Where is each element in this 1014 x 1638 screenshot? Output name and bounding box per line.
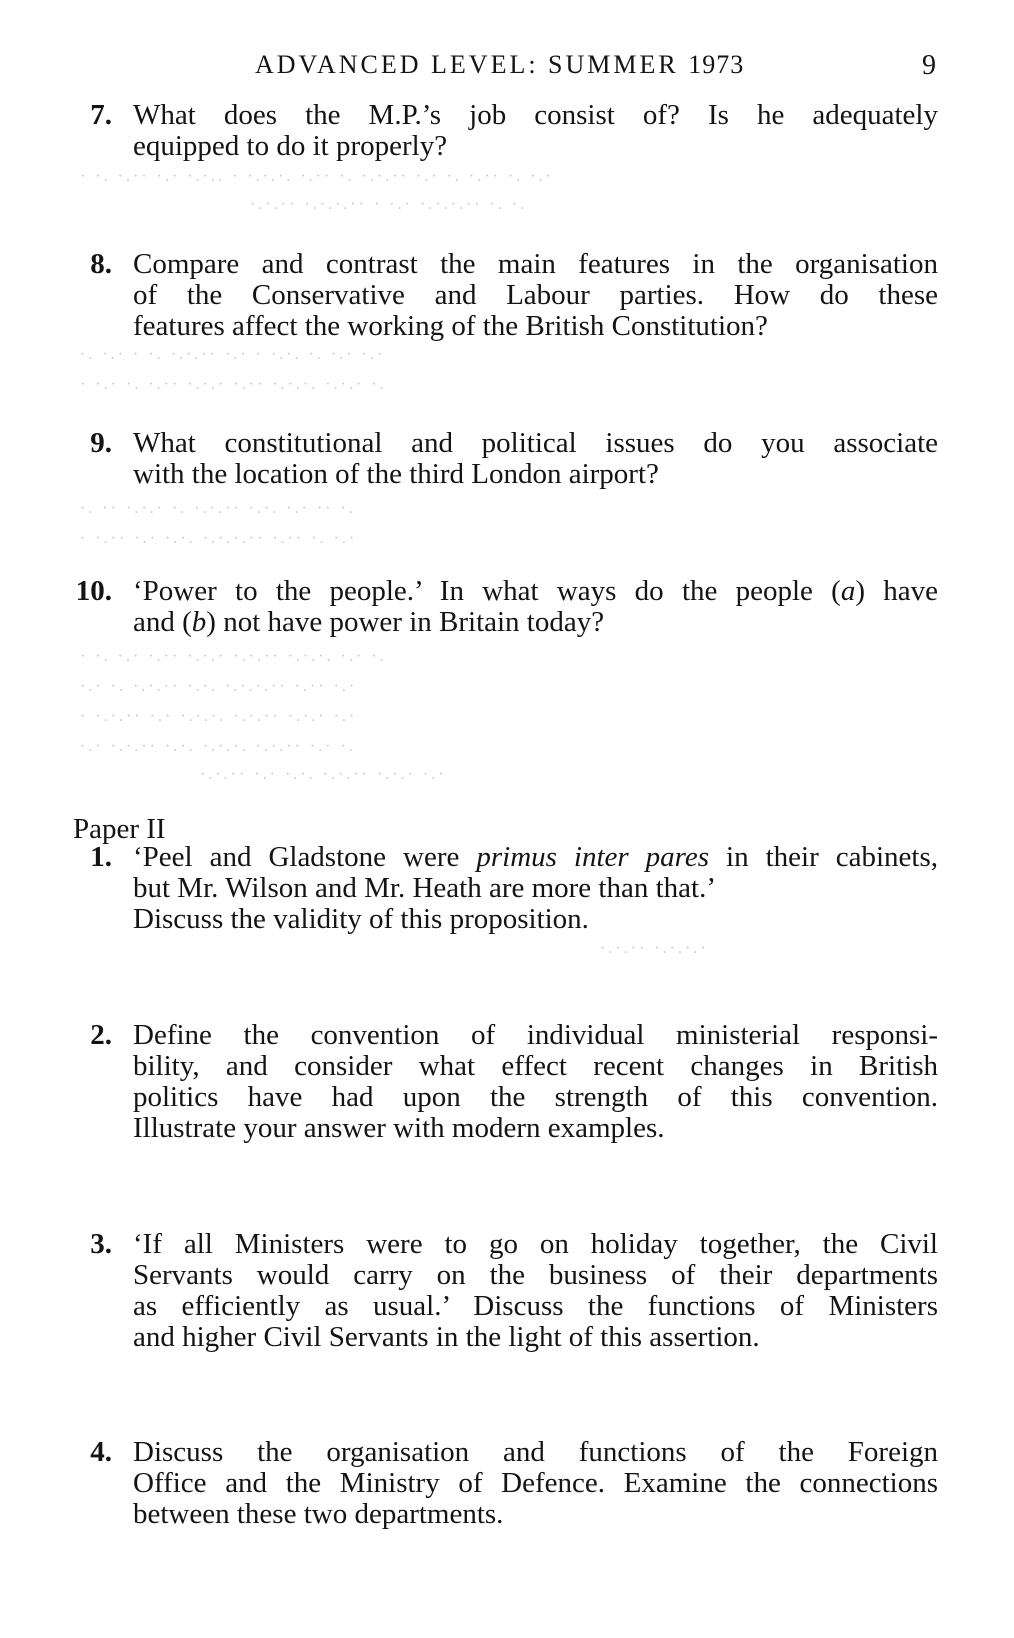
question-line: politics have had upon the strength of this convention. [133,1081,938,1113]
question-text [133,1229,938,1353]
line-segment: in their cabinets, [709,841,939,873]
question-number: 4. [90,1436,112,1468]
question-line: equipped to do it properly? [133,130,448,162]
question-text [133,842,938,935]
question-line: What constitutional and political issues do you associate [133,427,938,459]
question-line: but Mr. Wilson and Mr. Heath are more than that.’ [133,872,717,904]
show-through-texture: · ·.· ·. ·.·· ·.·.· ·.·· ·.·.·. ·.·.· ·. [80,376,387,393]
question-line: Discuss the organisation and functions of the Foreign [133,1436,938,1468]
page-number: 9 [922,50,936,81]
question-number: 1. [90,841,112,873]
question-number: 8. [90,248,112,280]
question-line: and (b) not have power in Britain today? [133,606,605,638]
question-number: 7. [90,99,112,131]
show-through-texture: ·.·.·· ·.·.·.· [600,940,709,957]
show-through-texture: · ·.·.·· ·.· ·.·.·. ·.·.·· ·.·.· ·.· [80,708,358,725]
question-line: Office and the Ministry of Defence. Examine the connections [133,1467,938,1499]
question-text [133,1437,938,1530]
question-text [133,249,938,342]
question-line: Servants would carry on the business of their departments [133,1259,938,1291]
line-segment: ‘Peel and Gladstone were [133,841,477,873]
question-line: as efficiently as usual.’ Discuss the functions of Ministers [133,1290,938,1322]
question-line: of the Conservative and Labour parties. How do these [133,279,938,311]
question-text [133,576,938,638]
question-line: between these two departments. [133,1498,504,1530]
question-line: and higher Civil Servants in the light of this assertion. [133,1321,760,1353]
question-line: What does the M.P.’s job consist of? Is he adequately [133,99,938,131]
question-number: 10. [75,575,112,607]
question-line: ‘If all Ministers were to go on holiday together, the Civil [133,1228,938,1260]
question-text [133,428,938,490]
question-line [133,576,938,607]
show-through-texture: ·. ·· ·.·.· ·. ·.·.·· ·.·. ·.· ·· ·. [80,500,356,517]
show-through-texture: ·.· ·.·.·· ·.·. ·.·.·. ·.·.·· ·.· ·. [80,738,356,755]
header-title [255,50,744,80]
latin-phrase: primus inter pares [476,841,710,873]
show-through-texture: · ·. ·.·· ·.· ·.·.. · ·.·.·. ·.·· ·. ·.·.·· ·.· ·. ·.·· ·. ·.· [80,168,554,185]
question-line: Define the convention of individual ministerial responsi- [133,1019,938,1051]
question-line [133,842,938,873]
section-heading-paper-ii: Paper II [73,813,166,845]
show-through-texture: ·.· ·. ·.·.·· ·.·. ·.·.·.·· ·.·· ·.· [80,678,358,695]
show-through-texture: ·.·.·· ·.· ·.·. ·.·.·· ·.·.· ·.· [200,766,447,783]
show-through-texture: ·.·.·· ·.·.·.·· · ·.· ·.·.·.·· ·. ·. [250,196,528,213]
question-number: 9. [90,427,112,459]
question-line: with the location of the third London airport? [133,458,659,490]
show-through-texture: ·. ·.· · ·. ·.·.·· ·.· · ·.·. ·. ·.· ·.· [80,346,386,363]
show-through-texture: · ·.·· ·.· ·.·. ·.·.·.·· ·.·· ·. ·.· [80,530,358,547]
header-year: 1973 [688,50,745,79]
q10-line1: ‘Power to the people.’ In what ways do the people (a) have [133,575,938,607]
question-line: Compare and contrast the main features in the organisation [133,248,938,280]
question-number: 3. [90,1228,112,1260]
header-title-text: ADVANCED LEVEL: SUMMER [255,50,679,79]
question-line: Illustrate your answer with modern examples. [133,1112,665,1144]
question-number: 2. [90,1019,112,1051]
question-text [133,1020,938,1144]
question-line: bility, and consider what effect recent changes in British [133,1050,938,1082]
page-header [0,50,1014,90]
question-line: features affect the working of the British Constitution? [133,310,768,342]
question-text [133,100,938,162]
show-through-texture: · ·. ·.· ·.·· ·.·.· ·.·.·· ·.·.·. ·.· ·. [80,648,387,665]
question-line: Discuss the validity of this proposition. [133,903,589,935]
